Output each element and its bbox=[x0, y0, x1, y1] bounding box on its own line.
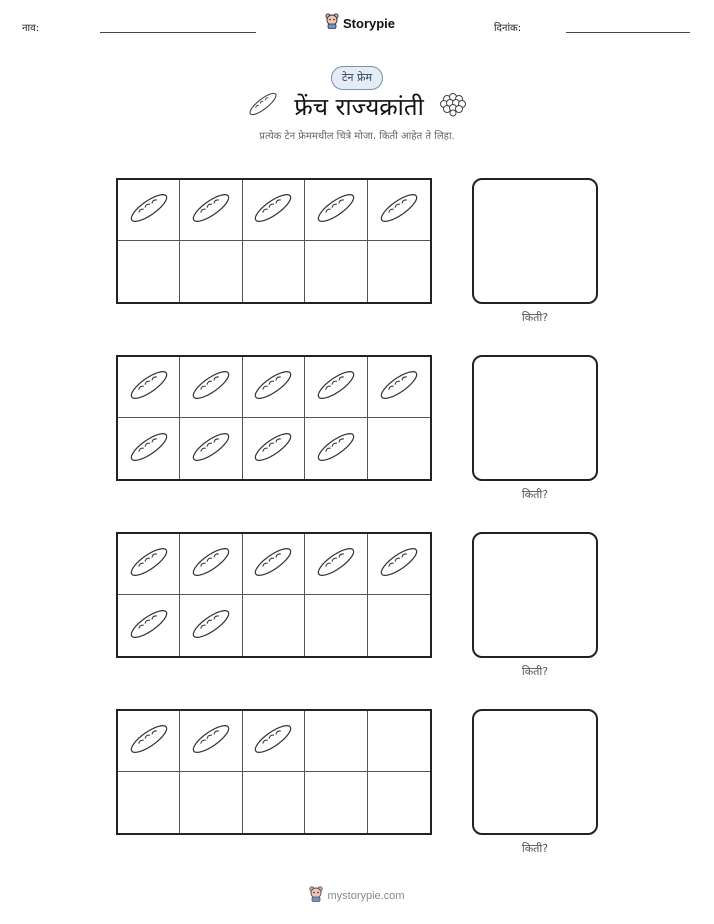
frame-cell bbox=[305, 418, 367, 479]
baguette-icon bbox=[250, 187, 296, 233]
storypie-bear-icon bbox=[309, 886, 323, 906]
instructions: प्रत्येक टेन फ्रेममधील चित्रे मोजा. किती आहेत ते लिहा. bbox=[259, 131, 455, 142]
frame-cell bbox=[180, 772, 242, 833]
worksheet-type-badge: टेन फ्रेम bbox=[331, 66, 383, 90]
frame-cell bbox=[243, 180, 305, 241]
frame-cell bbox=[368, 241, 430, 302]
footer bbox=[0, 886, 714, 906]
frame-cell bbox=[243, 534, 305, 595]
page-title: फ्रेंच राज्यक्रांती bbox=[294, 92, 424, 121]
frame-cell bbox=[243, 357, 305, 418]
answer-label-3: किती? bbox=[521, 665, 549, 678]
frame-cell bbox=[243, 241, 305, 302]
ten-frame-3 bbox=[116, 532, 432, 658]
frame-cell bbox=[368, 357, 430, 418]
ten-frame-4 bbox=[116, 709, 432, 835]
frame-cell bbox=[305, 180, 367, 241]
baguette-icon bbox=[313, 187, 359, 233]
frame-cell bbox=[305, 772, 367, 833]
answer-box-2[interactable] bbox=[472, 355, 598, 481]
frame-cell bbox=[118, 418, 180, 479]
answer-box-1[interactable] bbox=[472, 178, 598, 304]
frame-cell bbox=[180, 180, 242, 241]
frame-cell bbox=[180, 418, 242, 479]
frame-cell bbox=[180, 534, 242, 595]
frame-cell bbox=[305, 241, 367, 302]
baguette-icon bbox=[250, 541, 296, 587]
frame-cell bbox=[180, 241, 242, 302]
frame-cell bbox=[118, 180, 180, 241]
baguette-icon bbox=[246, 89, 280, 123]
frame-cell bbox=[368, 711, 430, 772]
frame-cell bbox=[368, 418, 430, 479]
baguette-icon bbox=[126, 541, 172, 587]
baguette-icon bbox=[313, 541, 359, 587]
name-write-line[interactable] bbox=[100, 32, 256, 33]
frame-cell bbox=[368, 595, 430, 656]
footer-site: mystorypie.com bbox=[327, 890, 405, 902]
title-row bbox=[0, 89, 714, 123]
frame-cell bbox=[305, 534, 367, 595]
baguette-icon bbox=[376, 364, 422, 410]
frame-cell bbox=[118, 772, 180, 833]
date-write-line[interactable] bbox=[566, 32, 690, 33]
frame-cell bbox=[118, 357, 180, 418]
baguette-icon bbox=[313, 364, 359, 410]
frame-cell bbox=[368, 772, 430, 833]
brand-name: Storypie bbox=[343, 15, 396, 31]
answer-label-1: किती? bbox=[521, 311, 549, 324]
answer-label-4: किती? bbox=[521, 842, 549, 855]
frame-cell bbox=[243, 595, 305, 656]
answer-box-3[interactable] bbox=[472, 532, 598, 658]
brand-logo bbox=[325, 13, 395, 33]
baguette-icon bbox=[188, 541, 234, 587]
baguette-icon bbox=[188, 603, 234, 649]
baguette-icon bbox=[313, 426, 359, 472]
frame-cell bbox=[305, 357, 367, 418]
baguette-icon bbox=[250, 364, 296, 410]
baguette-icon bbox=[126, 718, 172, 764]
frame-cell bbox=[243, 772, 305, 833]
frame-cell bbox=[180, 595, 242, 656]
baguette-icon bbox=[188, 364, 234, 410]
ten-frame-1 bbox=[116, 178, 432, 304]
frame-cell bbox=[368, 180, 430, 241]
grapes-icon bbox=[438, 91, 468, 121]
frame-cell bbox=[243, 418, 305, 479]
baguette-icon bbox=[376, 187, 422, 233]
name-label: नाव: bbox=[22, 23, 40, 34]
frame-cell bbox=[118, 241, 180, 302]
frame-cell bbox=[118, 595, 180, 656]
baguette-icon bbox=[188, 426, 234, 472]
date-label: दिनांक: bbox=[494, 23, 522, 34]
frame-cell bbox=[368, 534, 430, 595]
baguette-icon bbox=[126, 187, 172, 233]
answer-box-4[interactable] bbox=[472, 709, 598, 835]
baguette-icon bbox=[250, 426, 296, 472]
frame-cell bbox=[180, 711, 242, 772]
baguette-icon bbox=[126, 364, 172, 410]
baguette-icon bbox=[126, 426, 172, 472]
baguette-icon bbox=[188, 718, 234, 764]
frame-cell bbox=[118, 711, 180, 772]
baguette-icon bbox=[188, 187, 234, 233]
frame-cell bbox=[180, 357, 242, 418]
baguette-icon bbox=[126, 603, 172, 649]
frame-cell bbox=[243, 711, 305, 772]
answer-label-2: किती? bbox=[521, 488, 549, 501]
ten-frame-2 bbox=[116, 355, 432, 481]
frame-cell bbox=[305, 711, 367, 772]
storypie-bear-icon bbox=[325, 13, 339, 33]
frame-cell bbox=[305, 595, 367, 656]
frame-cell bbox=[118, 534, 180, 595]
baguette-icon bbox=[376, 541, 422, 587]
baguette-icon bbox=[250, 718, 296, 764]
